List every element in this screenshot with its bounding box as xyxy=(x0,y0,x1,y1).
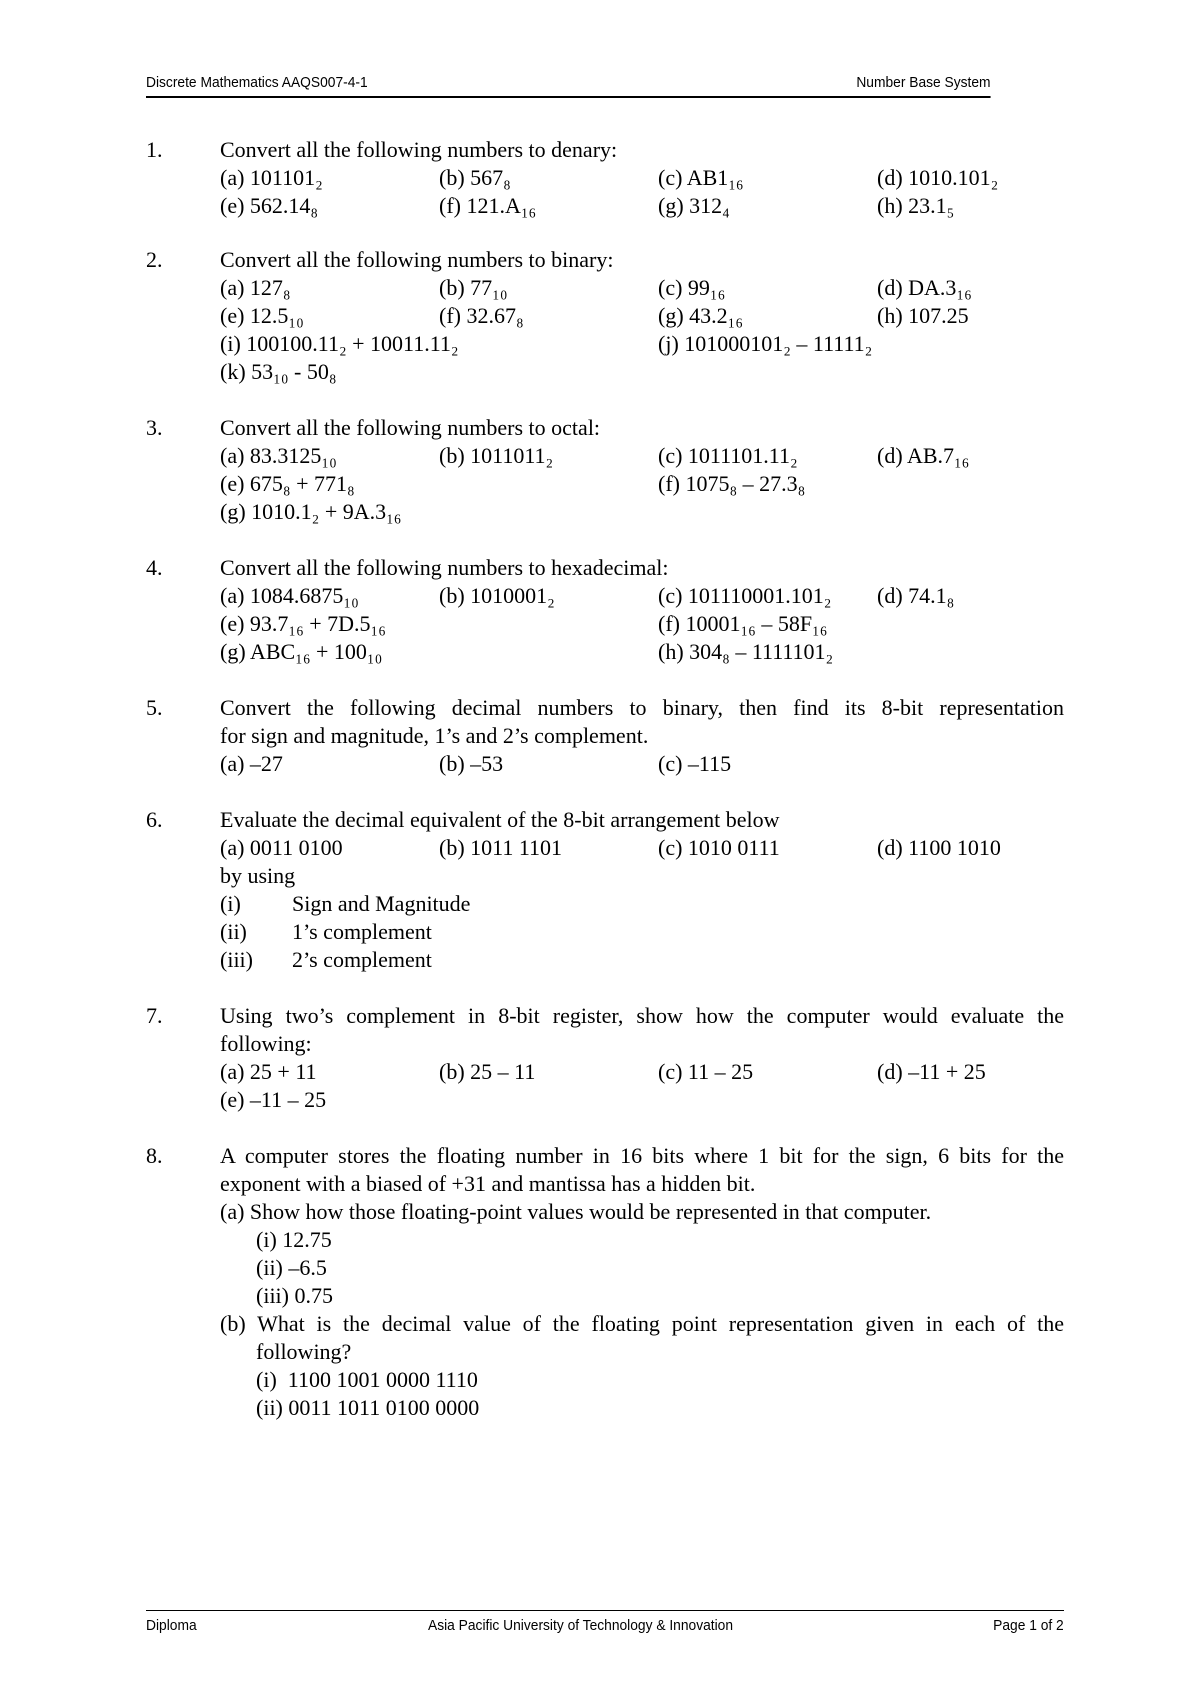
method-item xyxy=(220,946,1064,974)
item: (d) 1010.101₂ xyxy=(877,165,999,190)
item: (b) 1011011₂ xyxy=(439,443,554,468)
item: (g) 43.2₁₆ xyxy=(658,303,743,328)
question-number: 2. xyxy=(146,247,163,272)
question-title: Convert all the following numbers to octal: xyxy=(220,415,601,440)
item: (e) 12.5₁₀ xyxy=(220,303,304,328)
item: (i) 100100.11₂ + 10011.11₂ xyxy=(220,331,459,356)
question-title: Convert all the following numbers to binary: xyxy=(220,247,614,272)
item: (a) 127₈ xyxy=(220,275,291,300)
part-a-text: (a) Show how those floating-point values would be represented in that computer. xyxy=(220,1199,932,1224)
course-title: Discrete Mathematics AAQS007-4-1 xyxy=(146,74,368,91)
item: (b) 1010001₂ xyxy=(439,583,555,608)
item: (e) 562.14₈ xyxy=(220,193,319,218)
item: (d) –11 + 25 xyxy=(877,1059,986,1084)
question-title: Convert the following decimal numbers to binary, then find its 8-bit representation xyxy=(220,695,1064,720)
item-row xyxy=(220,358,1064,386)
item-row xyxy=(220,498,1064,526)
item-row xyxy=(220,302,1064,330)
item: (c) 99₁₆ xyxy=(658,275,726,300)
item-row xyxy=(220,274,1064,302)
item: (e) –11 – 25 xyxy=(220,1087,327,1112)
item: (b) –53 xyxy=(439,751,504,776)
item-row xyxy=(220,1058,1064,1086)
item-row xyxy=(220,470,1064,498)
item-row xyxy=(220,750,1064,778)
question-title: Convert all the following numbers to hexadecimal: xyxy=(220,555,669,580)
item-row xyxy=(220,638,1064,666)
item: (a) 101101₂ xyxy=(220,165,323,190)
part-b-text: (b) What is the decimal value of the floating point representation given in each of the xyxy=(220,1311,1064,1336)
question-number: 4. xyxy=(146,555,163,580)
question-title: Using two’s complement in 8-bit register, show how the computer would evaluate the xyxy=(220,1003,1064,1028)
item: (a) –27 xyxy=(220,751,283,776)
program-label: Diploma xyxy=(146,1617,197,1634)
section-title: Number Base System xyxy=(856,74,991,91)
item: (a) 25 + 11 xyxy=(220,1059,317,1084)
part-b-text-continued: following? xyxy=(256,1339,352,1364)
method-text: 1’s complement xyxy=(292,919,432,944)
sub-item-text: (i) 1100 1001 0000 1110 xyxy=(256,1367,478,1392)
item: (f) 32.67₈ xyxy=(439,303,524,328)
item: (c) 11 – 25 xyxy=(658,1059,754,1084)
item: (f) 121.A₁₆ xyxy=(439,193,537,218)
item: (a) 1084.6875₁₀ xyxy=(220,583,359,608)
item: (c) 1010 0111 xyxy=(658,835,780,860)
method-item xyxy=(220,918,1064,946)
item-row xyxy=(220,164,1064,192)
question-title-continued: following: xyxy=(220,1031,312,1056)
method-label: (ii) xyxy=(220,919,247,944)
question-title-continued: exponent with a biased of +31 and mantissa has a hidden bit. xyxy=(220,1171,756,1196)
question-number: 8. xyxy=(146,1143,163,1168)
sub-item xyxy=(220,1366,1064,1394)
sub-item xyxy=(220,1394,1064,1422)
question-title: Evaluate the decimal equivalent of the 8-bit arrangement below xyxy=(220,807,780,832)
page-footer xyxy=(146,1610,1064,1637)
item: (c) 1011101.11₂ xyxy=(658,443,798,468)
item-row xyxy=(220,442,1064,470)
sub-item-text: (i) 12.75 xyxy=(256,1227,332,1252)
sub-item xyxy=(220,1282,1064,1310)
item: (b) 1011 1101 xyxy=(439,835,563,860)
method-label: (iii) xyxy=(220,947,253,972)
item: (k) 53₁₀ - 50₈ xyxy=(220,359,337,384)
question-number: 3. xyxy=(146,415,163,440)
item: (c) –115 xyxy=(658,751,732,776)
sub-item xyxy=(220,1226,1064,1254)
question-title: A computer stores the floating number in 16 bits where 1 bit for the sign, 6 bits for the xyxy=(220,1143,1064,1168)
item: (b) 25 – 11 xyxy=(439,1059,536,1084)
item: (b) 567₈ xyxy=(439,165,511,190)
item: (d) AB.7₁₆ xyxy=(877,443,970,468)
method-text: 2’s complement xyxy=(292,947,432,972)
question-number: 5. xyxy=(146,695,163,720)
item: (h) 107.25 xyxy=(877,303,969,328)
item-row xyxy=(220,834,1064,862)
item: (d) 1100 1010 xyxy=(877,835,1001,860)
item: (b) 77₁₀ xyxy=(439,275,508,300)
item: (f) 10001₁₆ – 58F₁₆ xyxy=(658,611,828,636)
item-row xyxy=(220,192,1064,220)
item: (e) 93.7₁₆ + 7D.5₁₆ xyxy=(220,611,386,636)
question-number: 6. xyxy=(146,807,163,832)
sub-item xyxy=(220,1254,1064,1282)
item: (j) 101000101₂ – 11111₂ xyxy=(658,331,873,356)
item-row xyxy=(220,610,1064,638)
item-row xyxy=(220,1086,1064,1114)
page-number: Page 1 of 2 xyxy=(993,1617,1064,1634)
question-number: 7. xyxy=(146,1003,163,1028)
question-title: Convert all the following numbers to denary: xyxy=(220,137,618,162)
item: (e) 675₈ + 771₈ xyxy=(220,471,355,496)
sub-item-text: (iii) 0.75 xyxy=(256,1283,333,1308)
part-b-continued xyxy=(220,1338,1064,1366)
item: (d) DA.3₁₆ xyxy=(877,275,972,300)
item: (d) 74.1₈ xyxy=(877,583,955,608)
item-row xyxy=(220,582,1064,610)
method-text: Sign and Magnitude xyxy=(292,891,471,916)
item: (g) 312₄ xyxy=(658,193,730,218)
item: (g) ABC₁₆ + 100₁₀ xyxy=(220,639,383,664)
method-item xyxy=(220,890,1064,918)
item: (f) 1075₈ – 27.3₈ xyxy=(658,471,806,496)
method-label: (i) xyxy=(220,891,241,916)
question-number: 1. xyxy=(146,137,163,162)
question-title-continued: for sign and magnitude, 1’s and 2’s complement. xyxy=(220,723,649,748)
item: (h) 304₈ – 1111101₂ xyxy=(658,639,834,664)
institution-name: Asia Pacific University of Technology & Innovation xyxy=(428,1617,734,1634)
item: (a) 83.3125₁₀ xyxy=(220,443,337,468)
item-row xyxy=(220,330,1064,358)
item: (c) AB1₁₆ xyxy=(658,165,744,190)
sub-item-text: (ii) 0011 1011 0100 0000 xyxy=(256,1395,480,1420)
by-using-label: by using xyxy=(220,863,296,888)
sub-item-text: (ii) –6.5 xyxy=(256,1255,327,1280)
item: (h) 23.1₅ xyxy=(877,193,955,218)
page-header xyxy=(146,72,991,98)
item: (c) 101110001.101₂ xyxy=(658,583,832,608)
item: (a) 0011 0100 xyxy=(220,835,343,860)
item: (g) 1010.1₂ + 9A.3₁₆ xyxy=(220,499,402,524)
